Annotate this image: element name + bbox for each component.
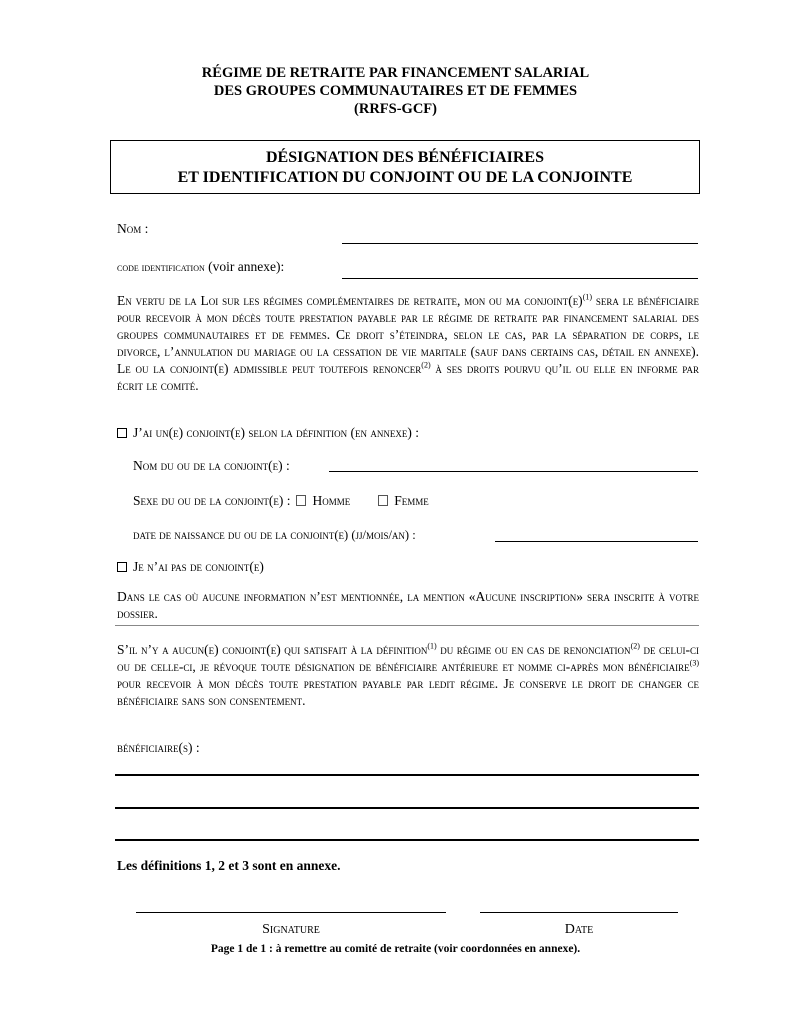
sex-female-label: Femme [394,493,429,508]
code-field[interactable] [342,263,698,279]
intro-text-1: En vertu de la Loi sur les régimes complémentaires de retraite, mon ou ma conjoint(e) [117,293,583,308]
plan-name-line2: DES GROUPES COMMUNAUTAIRES ET DE FEMMES [213,83,578,99]
sex-female-checkbox[interactable] [378,495,388,506]
footnote-ref: (2) [630,641,640,651]
signature-line[interactable] [136,911,446,913]
sex-male-label: Homme [312,493,351,508]
code-label-suffix: (voir annexe): [204,259,285,274]
has-spouse-checkbox[interactable] [117,428,127,438]
form-title-line2: ET IDENTIFICATION DU CONJOINT OU DE LA CONJOINTE [177,169,633,186]
date-line[interactable] [480,911,678,913]
footnote-ref: (1) [427,641,437,651]
plan-name-line1: RÉGIME DE RETRAITE PAR FINANCEMENT SALARIAL [201,65,590,81]
footnote-ref: (3) [689,658,699,668]
intro-text-2: sera le bénéficiaire pour recevoir à mon décès toute prestation payable par le régime de retraite par financement salarial des groupes communautaires et de femmes. Ce droit s’éteindra, selon le cas, par la séparation de corps, le divorce, l’annulation du mariage ou la cessation de vie maritale (sauf dans certains cas, détail en annexe). Le ou la conjoint(e) admissible peut toutefois renoncer [117,293,699,376]
ben-text-1: S’il n’y a aucun(e) conjoint(e) qui satisfait à la définition [117,642,428,657]
signature-label: Signature [262,922,320,937]
spouse-dob-field[interactable] [495,526,698,542]
spouse-name-label: Nom du ou de la conjoint(e) : [133,458,290,473]
plan-acronym: (RRFS-GCF) [354,101,437,117]
ben-text-2: du régime ou en cas de renonciation [436,642,631,657]
definitions-note: Les définitions 1, 2 et 3 sont en annexe. [117,858,341,873]
beneficiary-paragraph [117,641,699,709]
ben-text-3: de celui-ci ou de celle-ci, je révoque toute désignation de bénéficiaire antérieure et nomme ci-après mon bénéficiaire [117,642,699,674]
code-label-text: code identification [117,262,205,274]
beneficiary-line-1[interactable] [115,774,699,776]
no-spouse-option[interactable] [117,559,264,575]
spouse-name-field[interactable] [329,456,698,472]
has-spouse-label: J’ai un(e) conjoint(e) selon la définition (en annexe) : [133,425,419,440]
name-label: Nom : [117,221,149,236]
date-label: Date [564,922,594,937]
form-title-line1: DÉSIGNATION DES BÉNÉFICIAIRES [266,149,544,166]
footnote-ref: (2) [421,360,431,370]
page-footer: Page 1 de 1 : à remettre au comité de retraite (voir coordonnées en annexe). [210,943,581,955]
ben-text-4: pour recevoir à mon décès toute prestation payable par ledit régime. Je conserve le droit de changer ce bénéficiaire sans son consentement. [117,676,699,708]
code-label [117,259,284,275]
no-spouse-label: Je n’ai pas de conjoint(e) [133,559,264,574]
intro-text-3: à ses droits pourvu qu’il ou elle en informe par écrit le comité. [117,361,699,393]
spouse-dob-label: date de naissance du ou de la conjoint(e) (jj/mois/an) : [133,528,416,542]
no-info-notice: Dans le cas où aucune information n’est mentionnée, la mention «Aucune inscription» sera inscrite à votre dossier. [117,589,700,621]
intro-paragraph [117,292,699,394]
sex-male-checkbox[interactable] [296,495,306,506]
beneficiary-line-3[interactable] [115,839,699,841]
beneficiaries-label: bénéficiaire(s) : [117,740,200,755]
no-spouse-checkbox[interactable] [117,562,127,572]
form-title-box [110,140,700,194]
beneficiary-line-2[interactable] [115,807,699,809]
spouse-sex-label: Sexe du ou de la conjoint(e) : [133,493,291,508]
footnote-ref: (1) [582,292,593,302]
has-spouse-option[interactable] [117,425,419,441]
spouse-sex-row [133,493,429,509]
section-divider [115,625,699,626]
name-field[interactable] [342,228,698,244]
